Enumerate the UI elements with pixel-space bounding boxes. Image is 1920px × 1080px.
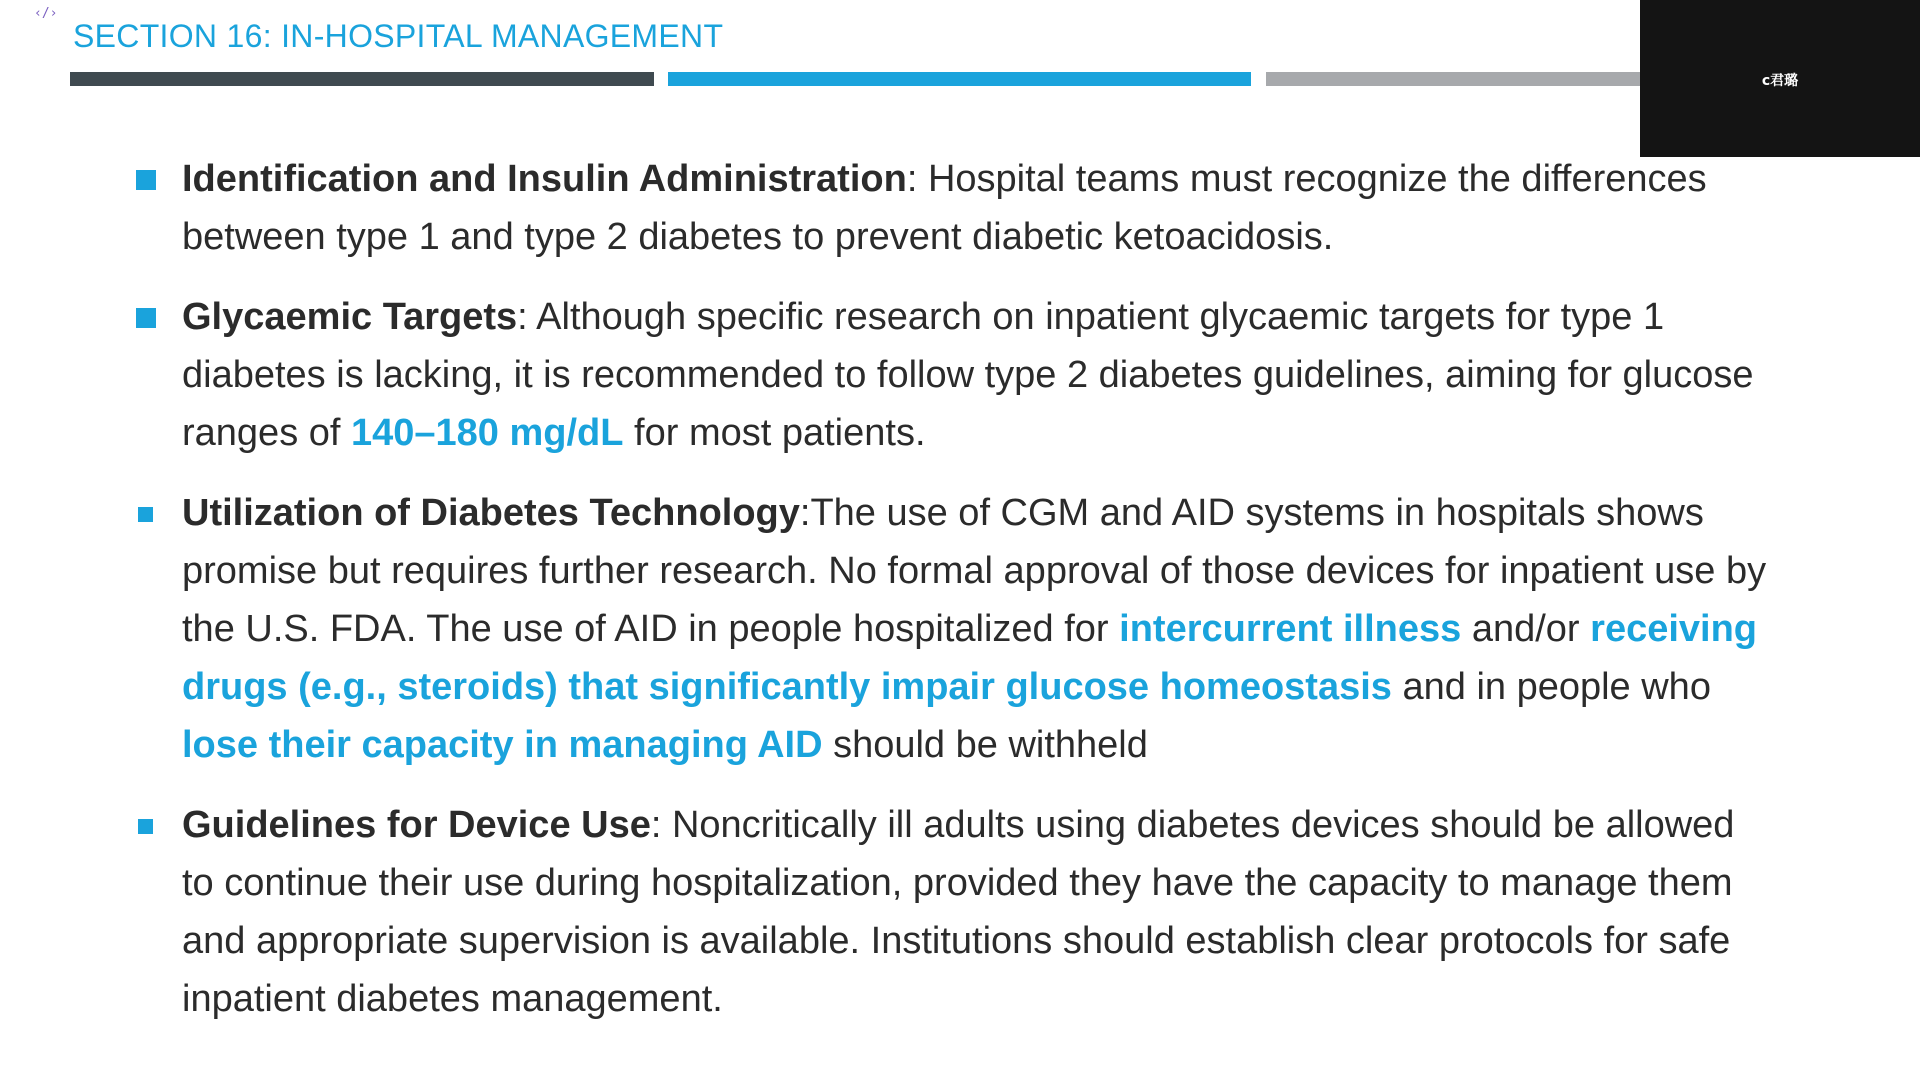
- bullet-identification: [136, 150, 1776, 266]
- title-underline-dark: [70, 72, 654, 86]
- bullet-list: [136, 150, 1776, 1050]
- bullet-diabetes-technology: [136, 484, 1776, 774]
- bullet-glycaemic-targets: [136, 288, 1776, 462]
- bullet-heading: Guidelines for Device Use: [182, 804, 651, 846]
- bullet-heading: Utilization of Diabetes Technology: [182, 492, 800, 534]
- bullet-square-icon: [138, 819, 153, 834]
- bullet-heading: Glycaemic Targets: [182, 296, 518, 338]
- bullet-square-icon: [138, 507, 153, 522]
- title-underline-blue: [668, 72, 1251, 86]
- bullet-text: for most patients.: [623, 412, 926, 454]
- video-participant-tile[interactable]: [1640, 0, 1920, 157]
- participant-name: c君璐: [1761, 73, 1799, 89]
- bullet-text: :The use of CGM and AID systems in hospitals shows promise but requires further research. No formal approval of those devices for inpatient use by the U.S. FDA. The use of AID in people hospitalized for: [182, 492, 1767, 650]
- highlight-text: 140–180 mg/dL: [351, 412, 624, 454]
- section-title: SECTION 16: IN-HOSPITAL MANAGEMENT: [73, 18, 724, 54]
- highlight-text: intercurrent illness: [1119, 608, 1462, 650]
- bullet-text: : Hospital teams must recognize the differences between type 1 and type 2 diabetes to prevent diabetic ketoacidosis.: [182, 158, 1707, 258]
- bullet-text: and/or: [1461, 608, 1591, 650]
- bullet-text: should be withheld: [822, 724, 1148, 766]
- bullet-text: : Noncritically ill adults using diabetes devices should be allowed to continue their use during hospitalization, provided they have the capacity to manage them and appropriate supervision is available. Institutions should establish clear protocols for safe inpatient diabetes management.: [182, 804, 1735, 1020]
- bullet-text: and in people who: [1391, 666, 1711, 708]
- highlight-text: lose their capacity in managing AID: [182, 724, 823, 766]
- highlight-text: receiving drugs (e.g., steroids) that significantly impair glucose homeostasis: [182, 608, 1758, 708]
- bullet-square-icon: [136, 308, 156, 328]
- bullet-heading: Identification and Insulin Administration: [182, 158, 907, 200]
- bullet-square-icon: [136, 170, 156, 190]
- bullet-text: : Although specific research on inpatient glycaemic targets for type 1 diabetes is lacking, it is recommended to follow type 2 diabetes guidelines, aiming for glucose ranges of: [182, 296, 1754, 454]
- bullet-device-use: [136, 796, 1776, 1028]
- title-underline-gray: [1266, 72, 1690, 86]
- code-icon: ‹/›: [34, 6, 58, 21]
